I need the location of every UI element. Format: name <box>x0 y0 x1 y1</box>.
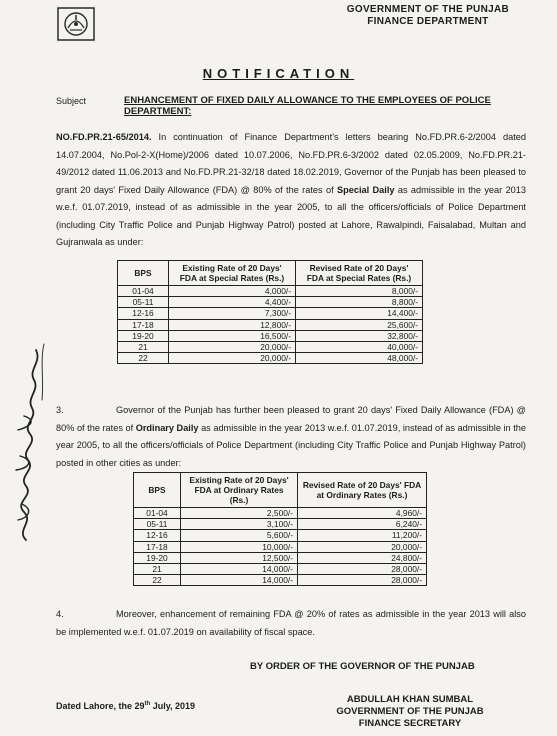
signatory-government: GOVERNMENT OF THE PUNJAB <box>336 706 484 717</box>
revised-rate-cell: 25,600/- <box>296 319 423 330</box>
bps-cell: 12-16 <box>134 530 181 541</box>
subject-label: Subject <box>56 96 87 106</box>
paragraph-1-emphasis: Special Daily <box>337 184 395 195</box>
bps-cell: 05-11 <box>118 297 169 308</box>
table-header: BPS <box>134 473 181 508</box>
existing-rate-cell: 3,100/- <box>181 519 298 530</box>
letterhead-department: FINANCE DEPARTMENT <box>367 16 489 27</box>
paragraph-number: 4. <box>56 609 64 619</box>
signatory-title: FINANCE SECRETARY <box>358 718 462 729</box>
dated-prefix: Dated Lahore, the 29 <box>56 701 145 711</box>
bps-cell: 17-18 <box>134 541 181 552</box>
paragraph-1-text-a: In continuation of Finance Department's letters bearing No.FD.PR.6-2/2004 dated 14.07.2004, No.Pol-2-X(Home)/2006 dated 10.07.2006, No.FD.PR.6-3/2002 dated 02.05.2009, No.FD.PR.21-49/2012 dated 11.06.2013 and No.FD.PR.21-32/18 dated 18.02.2019, Governor of the Punjab has been pleased to grant 20 days' Fixed Daily Allowance (FDA) @ 80% of the rates of <box>56 132 526 195</box>
table-row <box>134 575 427 586</box>
existing-rate-cell: 5,600/- <box>181 530 298 541</box>
paragraph-1 <box>56 129 526 252</box>
bps-cell: 01-04 <box>118 286 169 297</box>
table-row <box>118 341 423 352</box>
revised-rate-cell: 28,000/- <box>298 575 427 586</box>
revised-rate-cell: 20,000/- <box>298 541 427 552</box>
table-row <box>134 530 427 541</box>
existing-rate-cell: 2,500/- <box>181 508 298 519</box>
table-row <box>118 353 423 364</box>
paragraph-3-text-b: as admissible in the year 2013 w.e.f. 01.07.2019, instead of as admissible in the year 2005, to all the officers/officials of Police Department (including City Traffic Police and Punjab Highway Patrol) posted in other cities as under: <box>56 422 526 468</box>
table-header: BPS <box>118 261 169 286</box>
table-header: Existing Rate of 20 Days' FDA at Special Rates (Rs.) <box>169 261 296 286</box>
letterhead <box>347 4 509 28</box>
government-seal-logo <box>56 6 96 42</box>
notification-title: NOTIFICATION <box>202 66 355 81</box>
handwritten-signature-icon <box>4 340 50 550</box>
existing-rate-cell: 16,500/- <box>169 330 296 341</box>
existing-rate-cell: 20,000/- <box>169 341 296 352</box>
bps-cell: 22 <box>134 575 181 586</box>
paragraph-1-text-b: as admissible in the year 2013 w.e.f. 01.07.2019, instead of as admissible in the year 2005, to all the officers/officials of Police Department (including City Traffic Police and Punjab Highway Patrol) posted at Lahore, Rawalpindi, Faisalabad, Multan and Gujranwala as under: <box>56 184 527 247</box>
existing-rate-cell: 20,000/- <box>169 353 296 364</box>
bps-cell: 05-11 <box>134 519 181 530</box>
paragraph-number: 3. <box>56 405 64 415</box>
existing-rate-cell: 4,400/- <box>169 297 296 308</box>
existing-rate-cell: 7,300/- <box>169 308 296 319</box>
paragraph-4-text: Moreover, enhancement of remaining FDA @ 20% of rates as admissible in the year 2013 will also be implemented w.e.f. 01.07.2019 on availability of fiscal space. <box>56 609 526 637</box>
revised-rate-cell: 40,000/- <box>296 341 423 352</box>
subject-text: ENHANCEMENT OF FIXED DAILY ALLOWANCE TO THE EMPLOYEES OF POLICE DEPARTMENT: <box>124 95 491 117</box>
revised-rate-cell: 6,240/- <box>298 519 427 530</box>
revised-rate-cell: 11,200/- <box>298 530 427 541</box>
existing-rate-cell: 12,500/- <box>181 552 298 563</box>
paragraph-3-text-a: Governor of the Punjab has further been pleased to grant 20 days' Fixed Daily Allowance (FDA) @ 80% of the rates of <box>56 405 526 433</box>
existing-rate-cell: 4,000/- <box>169 286 296 297</box>
paragraph-4 <box>56 606 526 641</box>
table-row <box>118 308 423 319</box>
reference-number: NO.FD.PR.21-65/2014. <box>56 132 152 142</box>
existing-rate-cell: 14,000/- <box>181 563 298 574</box>
bps-cell: 12-16 <box>118 308 169 319</box>
table-row <box>134 519 427 530</box>
revised-rate-cell: 14,400/- <box>296 308 423 319</box>
bps-cell: 19-20 <box>118 330 169 341</box>
revised-rate-cell: 8,800/- <box>296 297 423 308</box>
revised-rate-cell: 28,000/- <box>298 563 427 574</box>
table-row <box>134 508 427 519</box>
table-row <box>134 563 427 574</box>
bps-cell: 17-18 <box>118 319 169 330</box>
table-header: Revised Rate of 20 Days' FDA at Ordinary Rates (Rs.) <box>298 473 427 508</box>
table-row <box>118 286 423 297</box>
bps-cell: 21 <box>118 341 169 352</box>
order-line: BY ORDER OF THE GOVERNOR OF THE PUNJAB <box>250 661 475 672</box>
letterhead-government: GOVERNMENT OF THE PUNJAB <box>346 4 509 15</box>
special-rates-table <box>117 260 423 364</box>
table-row <box>134 541 427 552</box>
table-row <box>134 552 427 563</box>
revised-rate-cell: 4,960/- <box>298 508 427 519</box>
dated-suffix: July, 2019 <box>150 701 196 711</box>
paragraph-3-emphasis: Ordinary Daily <box>135 422 199 433</box>
dated-sup: th <box>144 701 151 707</box>
ordinary-rates-table <box>133 472 427 586</box>
revised-rate-cell: 8,000/- <box>296 286 423 297</box>
existing-rate-cell: 10,000/- <box>181 541 298 552</box>
paragraph-3 <box>56 402 526 472</box>
bps-cell: 22 <box>118 353 169 364</box>
bps-cell: 01-04 <box>134 508 181 519</box>
table-row <box>118 297 423 308</box>
revised-rate-cell: 24,800/- <box>298 552 427 563</box>
bps-cell: 21 <box>134 563 181 574</box>
bps-cell: 19-20 <box>134 552 181 563</box>
table-row <box>118 330 423 341</box>
dated-line <box>56 701 195 711</box>
existing-rate-cell: 14,000/- <box>181 575 298 586</box>
table-header: Existing Rate of 20 Days' FDA at Ordinary Rates (Rs.) <box>181 473 298 508</box>
table-header: Revised Rate of 20 Days' FDA at Special Rates (Rs.) <box>296 261 423 286</box>
signatory-name: ABDULLAH KHAN SUMBAL <box>346 694 474 705</box>
revised-rate-cell: 32,800/- <box>296 330 423 341</box>
existing-rate-cell: 12,800/- <box>169 319 296 330</box>
revised-rate-cell: 48,000/- <box>296 353 423 364</box>
table-row <box>118 319 423 330</box>
